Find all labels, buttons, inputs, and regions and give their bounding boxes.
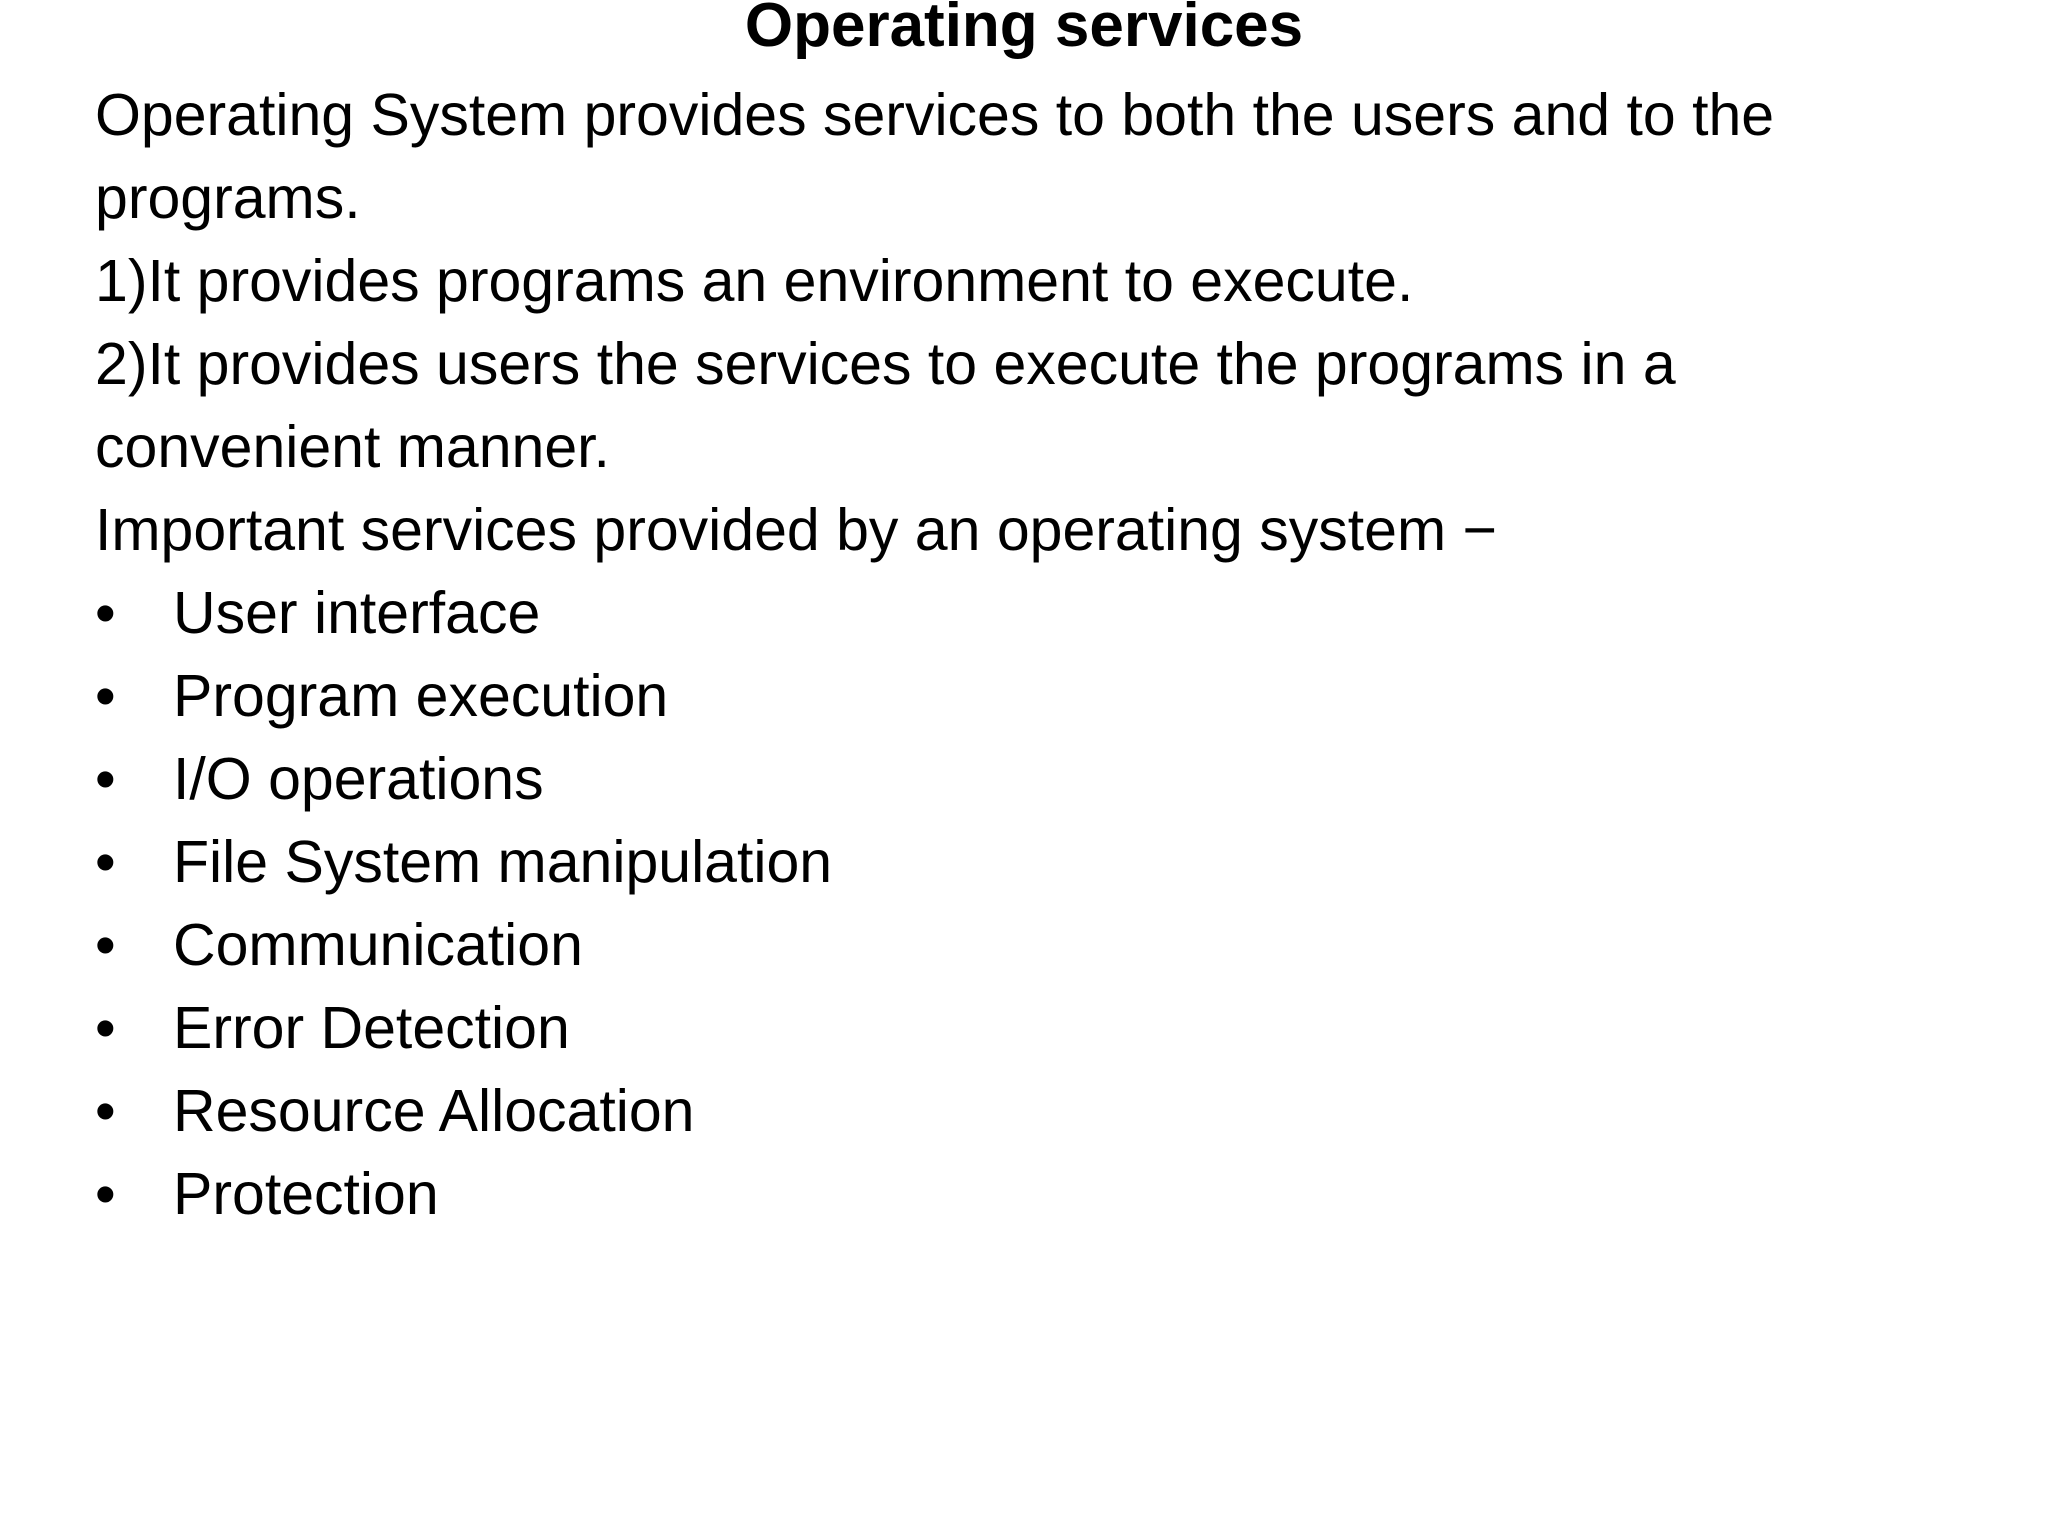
point-one-paragraph: 1)It provides programs an environment to execute. [95,248,1414,314]
bullet-icon: • [95,912,116,978]
list-item [95,738,1975,821]
list-item [95,821,1975,904]
intro-paragraph: Operating System provides services to both the users and to the programs. [95,82,1775,231]
list-item [95,987,1975,1070]
list-item [95,655,1975,738]
slide-body [95,74,1975,1236]
bullet-icon: • [95,829,116,895]
list-item-label: I/O operations [173,746,544,812]
bullet-icon: • [95,663,116,729]
list-item [95,572,1975,655]
list-item-label: User interface [173,580,541,646]
list-item-label: Protection [173,1161,439,1227]
bullet-icon: • [95,1161,116,1227]
point-two-paragraph: 2)It provides users the services to execute the programs in a convenient manner. [95,331,1676,480]
list-item-label: Error Detection [173,995,570,1061]
bullet-icon: • [95,746,116,812]
list-item-label: Resource Allocation [173,1078,695,1144]
list-item [95,1153,1975,1236]
bullet-icon: • [95,995,116,1061]
services-heading: Important services provided by an operating system − [95,497,1497,563]
services-list [95,572,1975,1236]
list-item [95,904,1975,987]
slide-title: Operating services [744,0,1304,60]
list-item-label: Program execution [173,663,669,729]
list-item-label: Communication [173,912,583,978]
bullet-icon: • [95,580,116,646]
list-item [95,1070,1975,1153]
list-item-label: File System manipulation [173,829,833,895]
bullet-icon: • [95,1078,116,1144]
